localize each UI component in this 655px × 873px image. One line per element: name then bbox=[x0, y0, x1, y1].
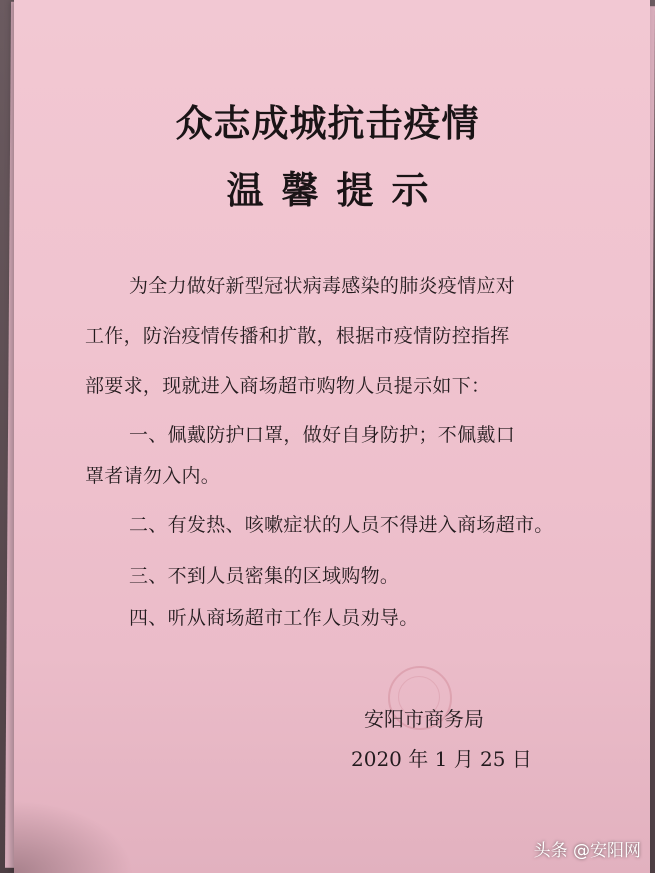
corner-shadow bbox=[14, 800, 134, 873]
body-line-1: 为全力做好新型冠状病毒感染的肺炎疫情应对 bbox=[129, 275, 516, 297]
body-line-5: 罩者请勿入内。 bbox=[85, 465, 221, 487]
body-line-2: 工作，防治疫情传播和扩散，根据市疫情防控指挥 bbox=[85, 325, 510, 347]
signer: 安阳市商务局 bbox=[364, 707, 484, 731]
notice-subtitle: 温馨提示 bbox=[226, 168, 447, 212]
notice-date: 2020 年 1 月 25 日 bbox=[351, 747, 532, 771]
body-line-7: 三、不到人员密集的区域购物。 bbox=[129, 565, 400, 587]
body-line-8: 四、听从商场超市工作人员劝导。 bbox=[129, 607, 419, 629]
notice-title: 众志成城抗击疫情 bbox=[175, 101, 480, 145]
body-line-6: 二、有发热、咳嗽症状的人员不得进入商场超市。 bbox=[129, 514, 554, 536]
body-line-3: 部要求，现就进入商场超市购物人员提示如下： bbox=[85, 375, 491, 397]
watermark: 头条 @安阳网 bbox=[533, 841, 641, 861]
body-line-4: 一、佩戴防护口罩，做好自身防护；不佩戴口 bbox=[129, 424, 516, 446]
